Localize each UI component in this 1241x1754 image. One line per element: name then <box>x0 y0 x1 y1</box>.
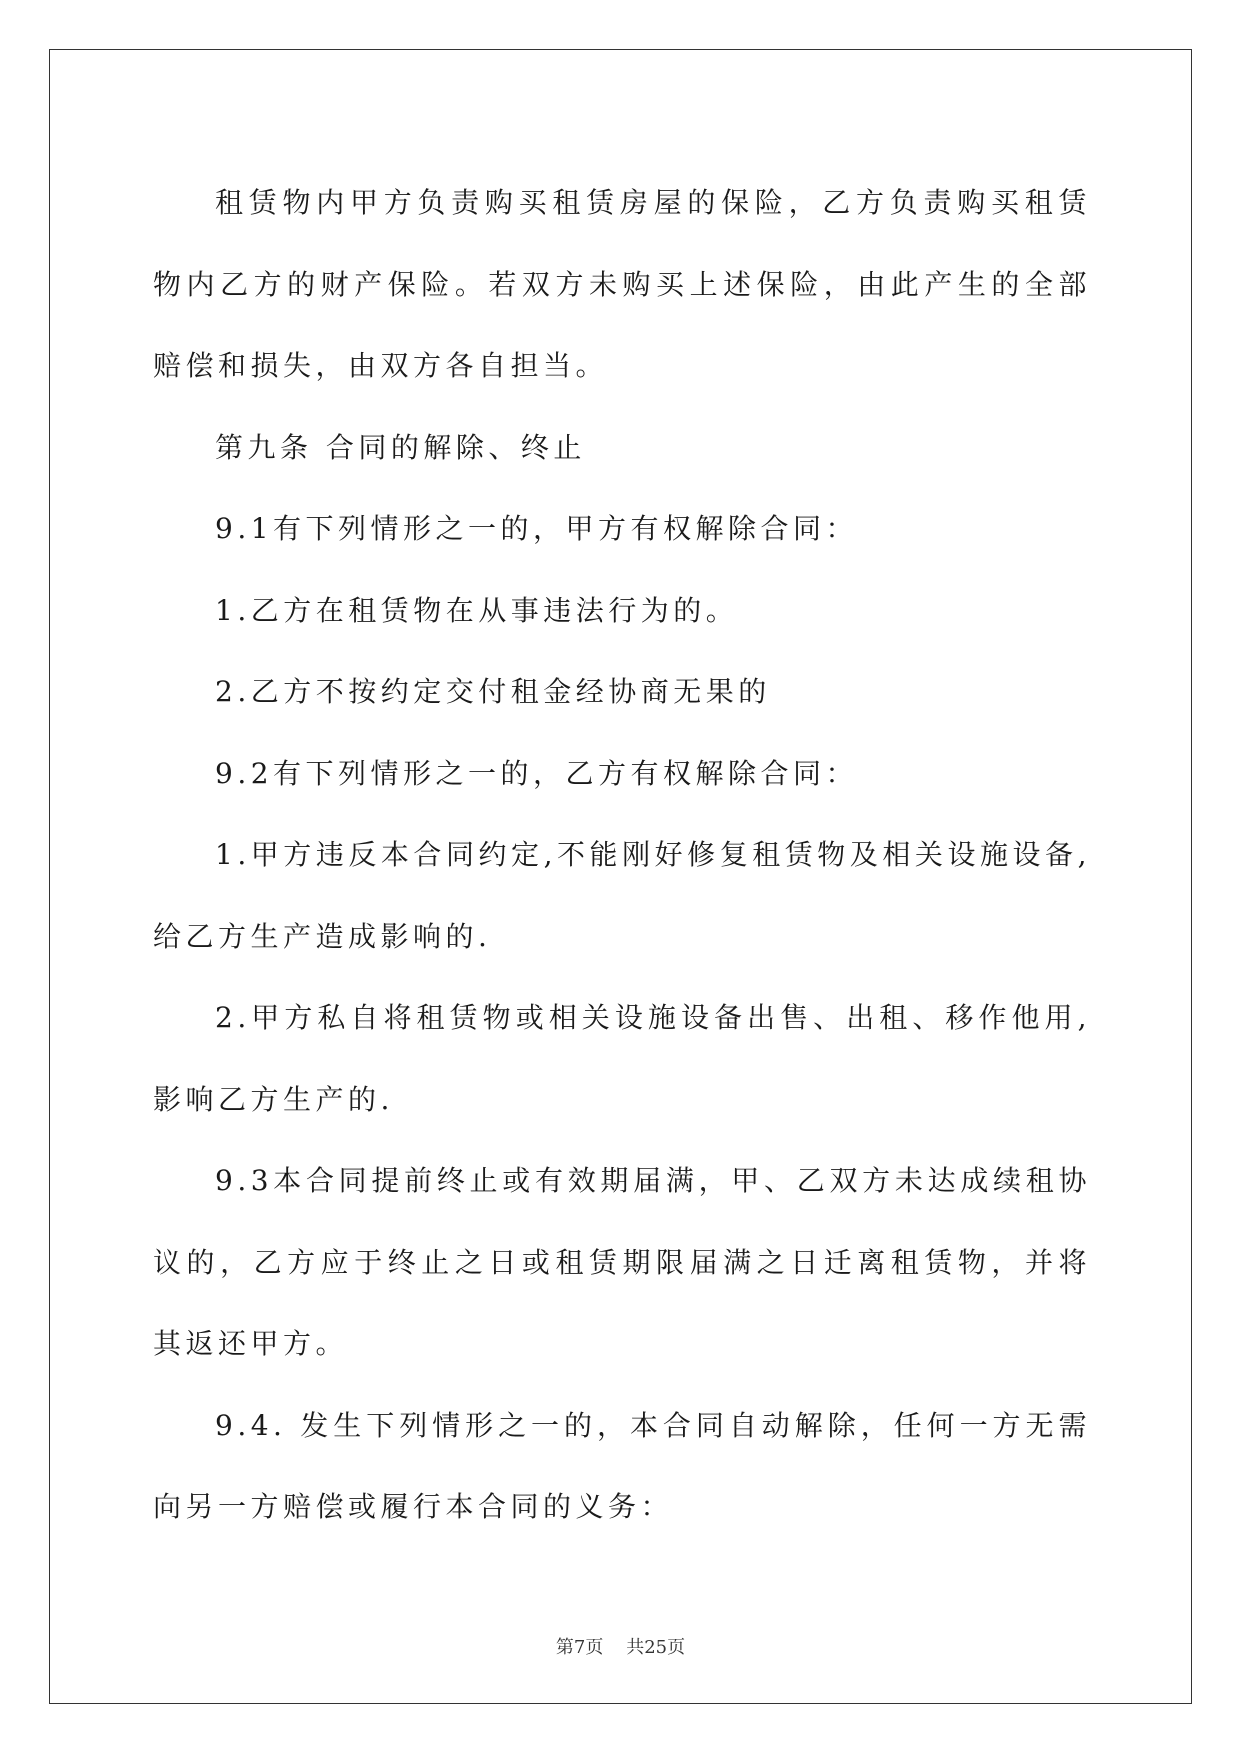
document-body <box>153 162 1091 1548</box>
clause-9-2-item-2: 2.甲方私自将租赁物或相关设施设备出售、出租、移作他用,影响乙方生产的. <box>153 1001 1091 1116</box>
clause-9-3: 9.3本合同提前终止或有效期届满，甲、乙双方未达成续租协议的，乙方应于终止之日或租赁期限届满之日迁离租赁物，并将其返还甲方。 <box>153 1164 1091 1360</box>
clause-9-1-item-2: 2.乙方不按约定交付租金经协商无果的 <box>215 675 771 708</box>
page-number: 第7页 共25页 <box>555 1637 686 1658</box>
clause-9-2-item-1: 1.甲方违反本合同约定,不能刚好修复租赁物及相关设施设备,给乙方生产造成影响的. <box>153 838 1091 953</box>
paragraph-insurance: 租赁物内甲方负责购买租赁房屋的保险，乙方负责购买租赁物内乙方的财产保险。若双方未购买上述保险，由此产生的全部赔偿和损失，由双方各自担当。 <box>153 186 1091 382</box>
section-heading-article-9: 第九条 合同的解除、终止 <box>215 430 586 464</box>
clause-9-1-item-1: 1.乙方在租赁物在从事违法行为的。 <box>215 593 739 627</box>
clause-9-2: 9.2有下列情形之一的，乙方有权解除合同： <box>215 756 859 790</box>
clause-9-4: 9.4. 发生下列情形之一的，本合同自动解除，任何一方无需向另一方赔偿或履行本合同的义务： <box>153 1408 1091 1523</box>
clause-9-1: 9.1有下列情形之一的，甲方有权解除合同： <box>215 512 859 545</box>
